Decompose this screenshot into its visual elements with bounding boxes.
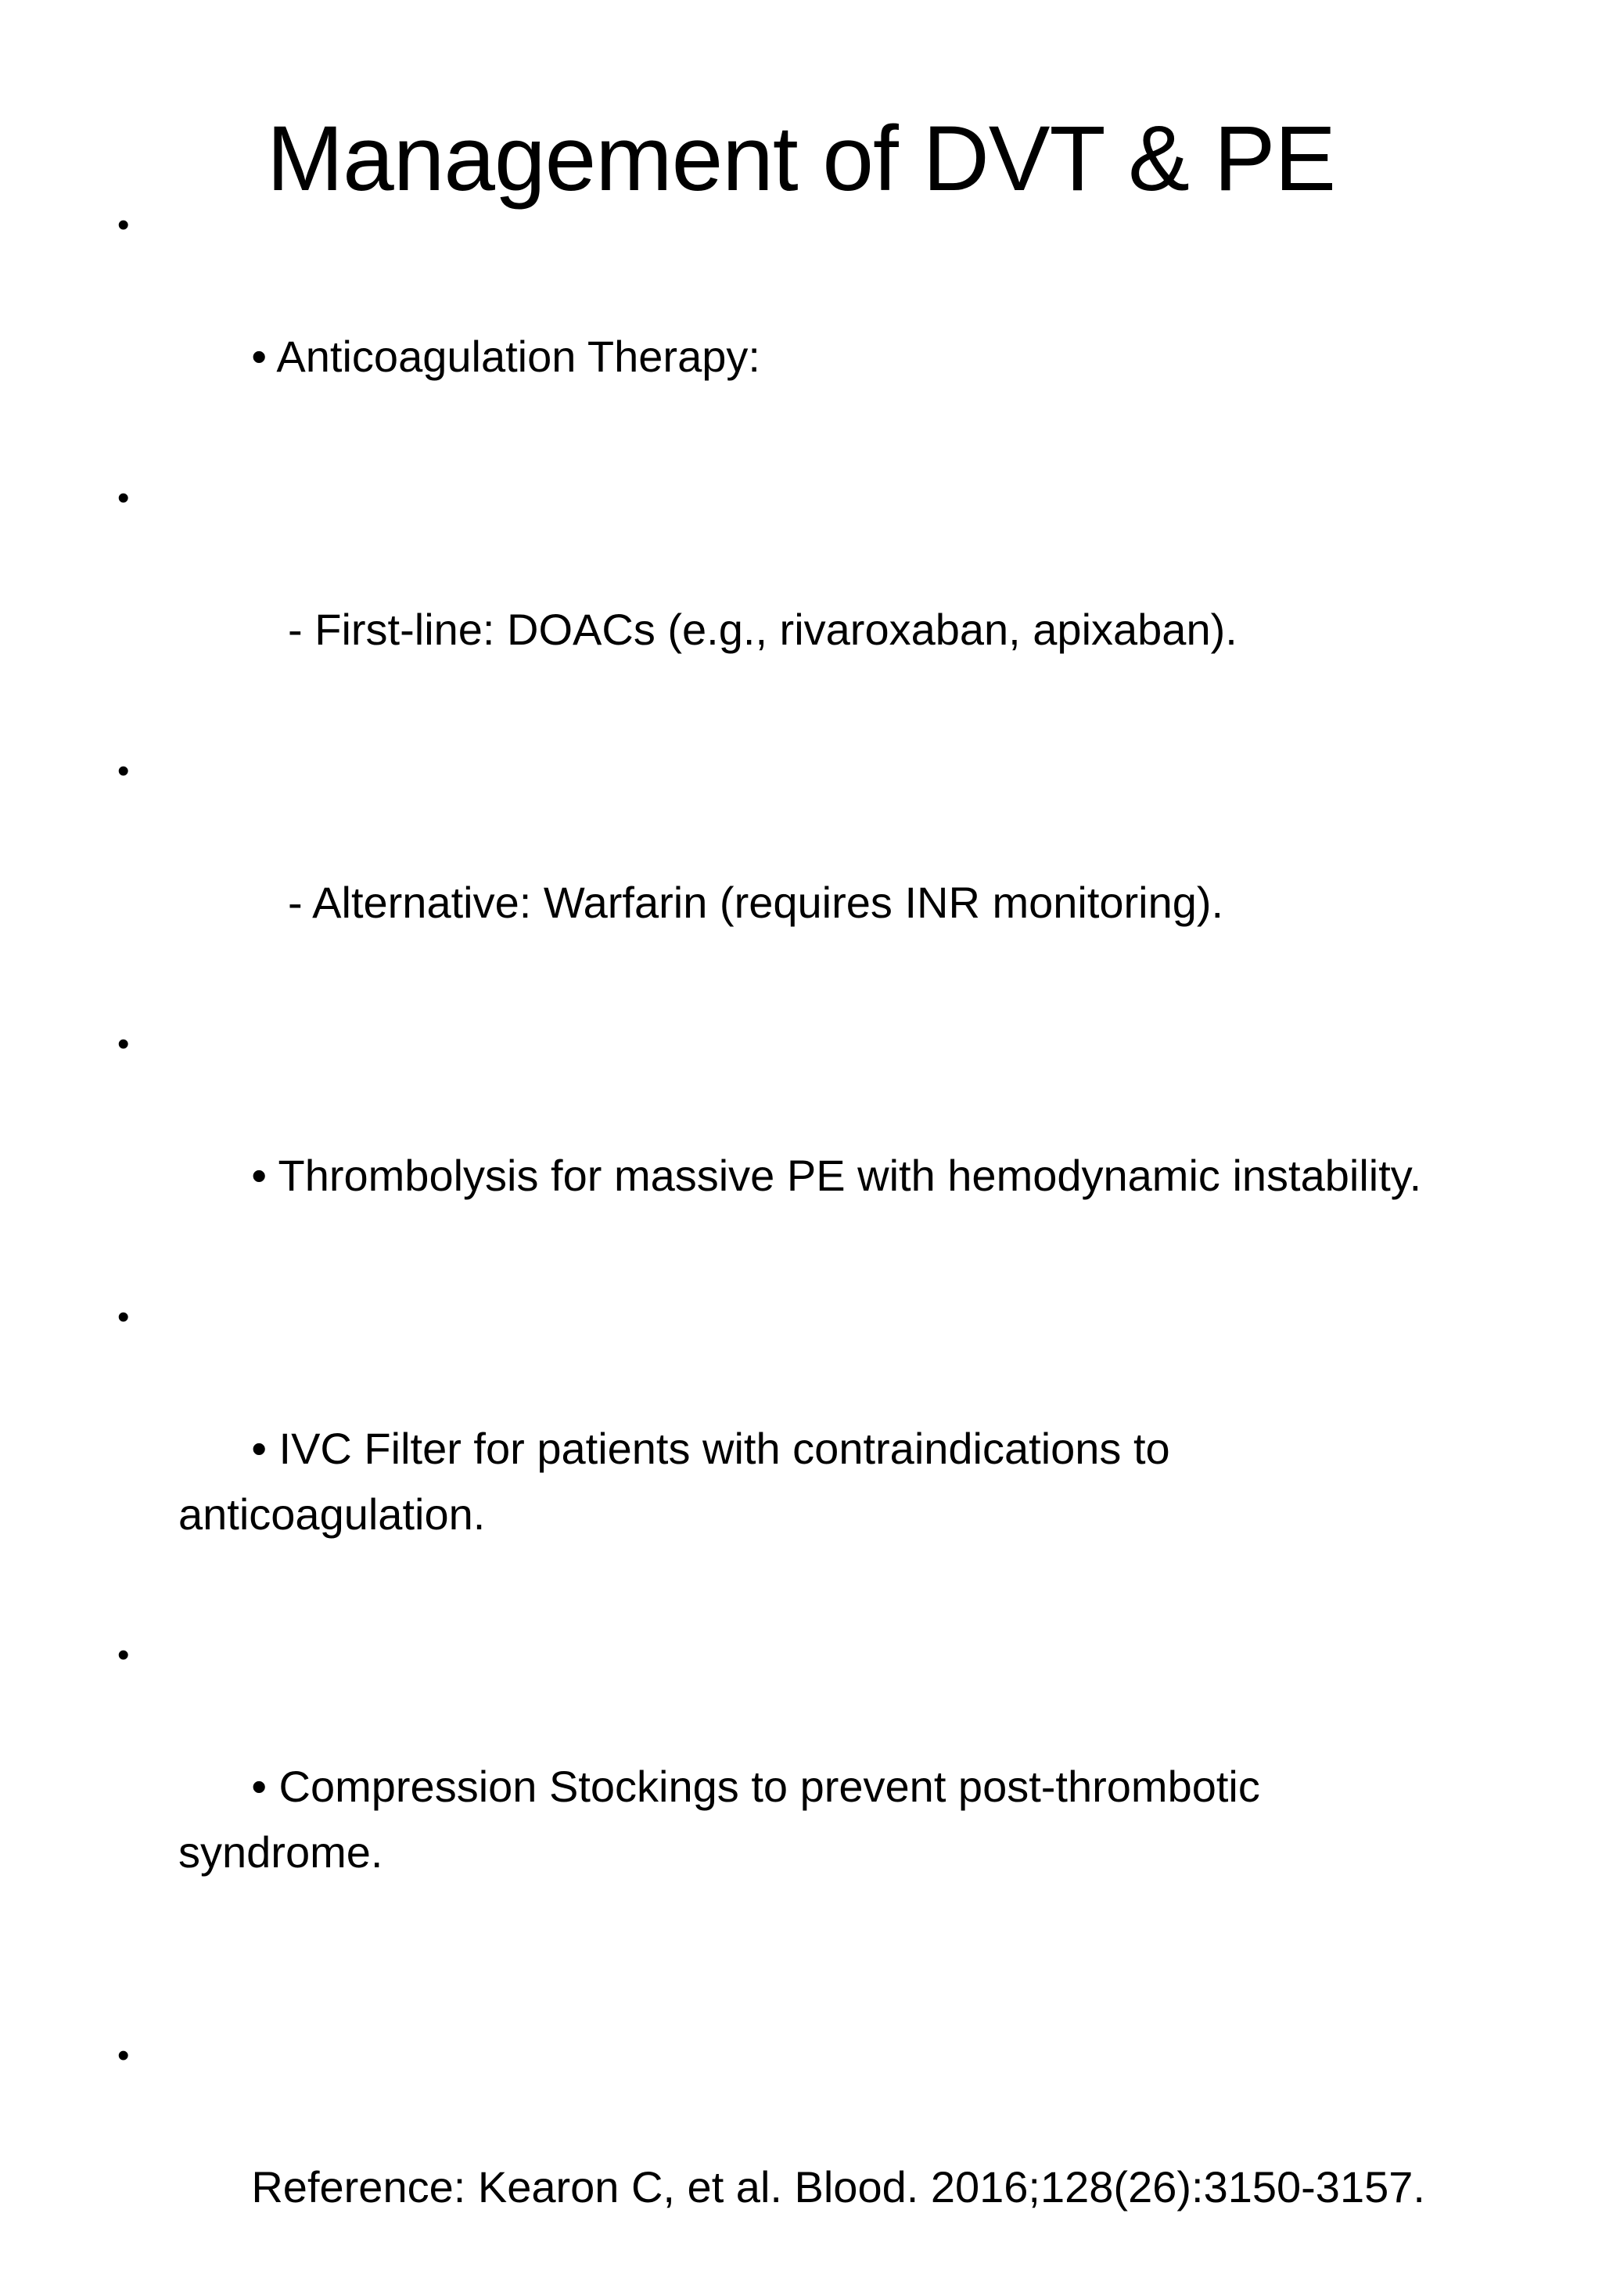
bullet-text: - First-line: DOACs (e.g., rivaroxaban, apixaban).	[251, 605, 1237, 654]
bullet-item-first-line	[117, 465, 1564, 728]
bullet-item-ivc-filter	[117, 1285, 1399, 1613]
bullet-item-thrombolysis	[117, 1011, 1564, 1274]
bullet-marker-icon: •	[117, 752, 130, 790]
slide-title: Management of DVT & PE	[266, 107, 1336, 210]
reference-text: Reference: Kearon C, et al. Blood. 2016;128(26):3150-3157.	[251, 2162, 1425, 2212]
bullet-marker-icon: •	[117, 1298, 130, 1336]
bullet-marker-icon: •	[117, 479, 130, 517]
bullet-marker-icon: •	[117, 1025, 130, 1063]
bullet-item-anticoagulation	[117, 192, 1564, 455]
bullet-text: - Alternative: Warfarin (requires INR monitoring).	[251, 878, 1224, 927]
bullet-text: • Thrombolysis for massive PE with hemodynamic instability.	[251, 1151, 1422, 1200]
bullet-text: • Compression Stockings to prevent post-thrombotic syndrome.	[178, 1762, 1273, 1877]
bullet-list	[117, 192, 1564, 2296]
bullet-item-compression-stockings	[117, 1622, 1399, 1951]
bullet-item-reference	[117, 2023, 1564, 2286]
bullet-marker-icon: •	[117, 2036, 130, 2075]
bullet-item-alternative	[117, 738, 1564, 1001]
bullet-text: • Anticoagulation Therapy:	[251, 332, 760, 381]
bullet-text: • IVC Filter for patients with contraindications to anticoagulation.	[178, 1424, 1183, 1539]
bullet-marker-icon: •	[117, 206, 130, 244]
bullet-marker-icon: •	[117, 1636, 130, 1674]
